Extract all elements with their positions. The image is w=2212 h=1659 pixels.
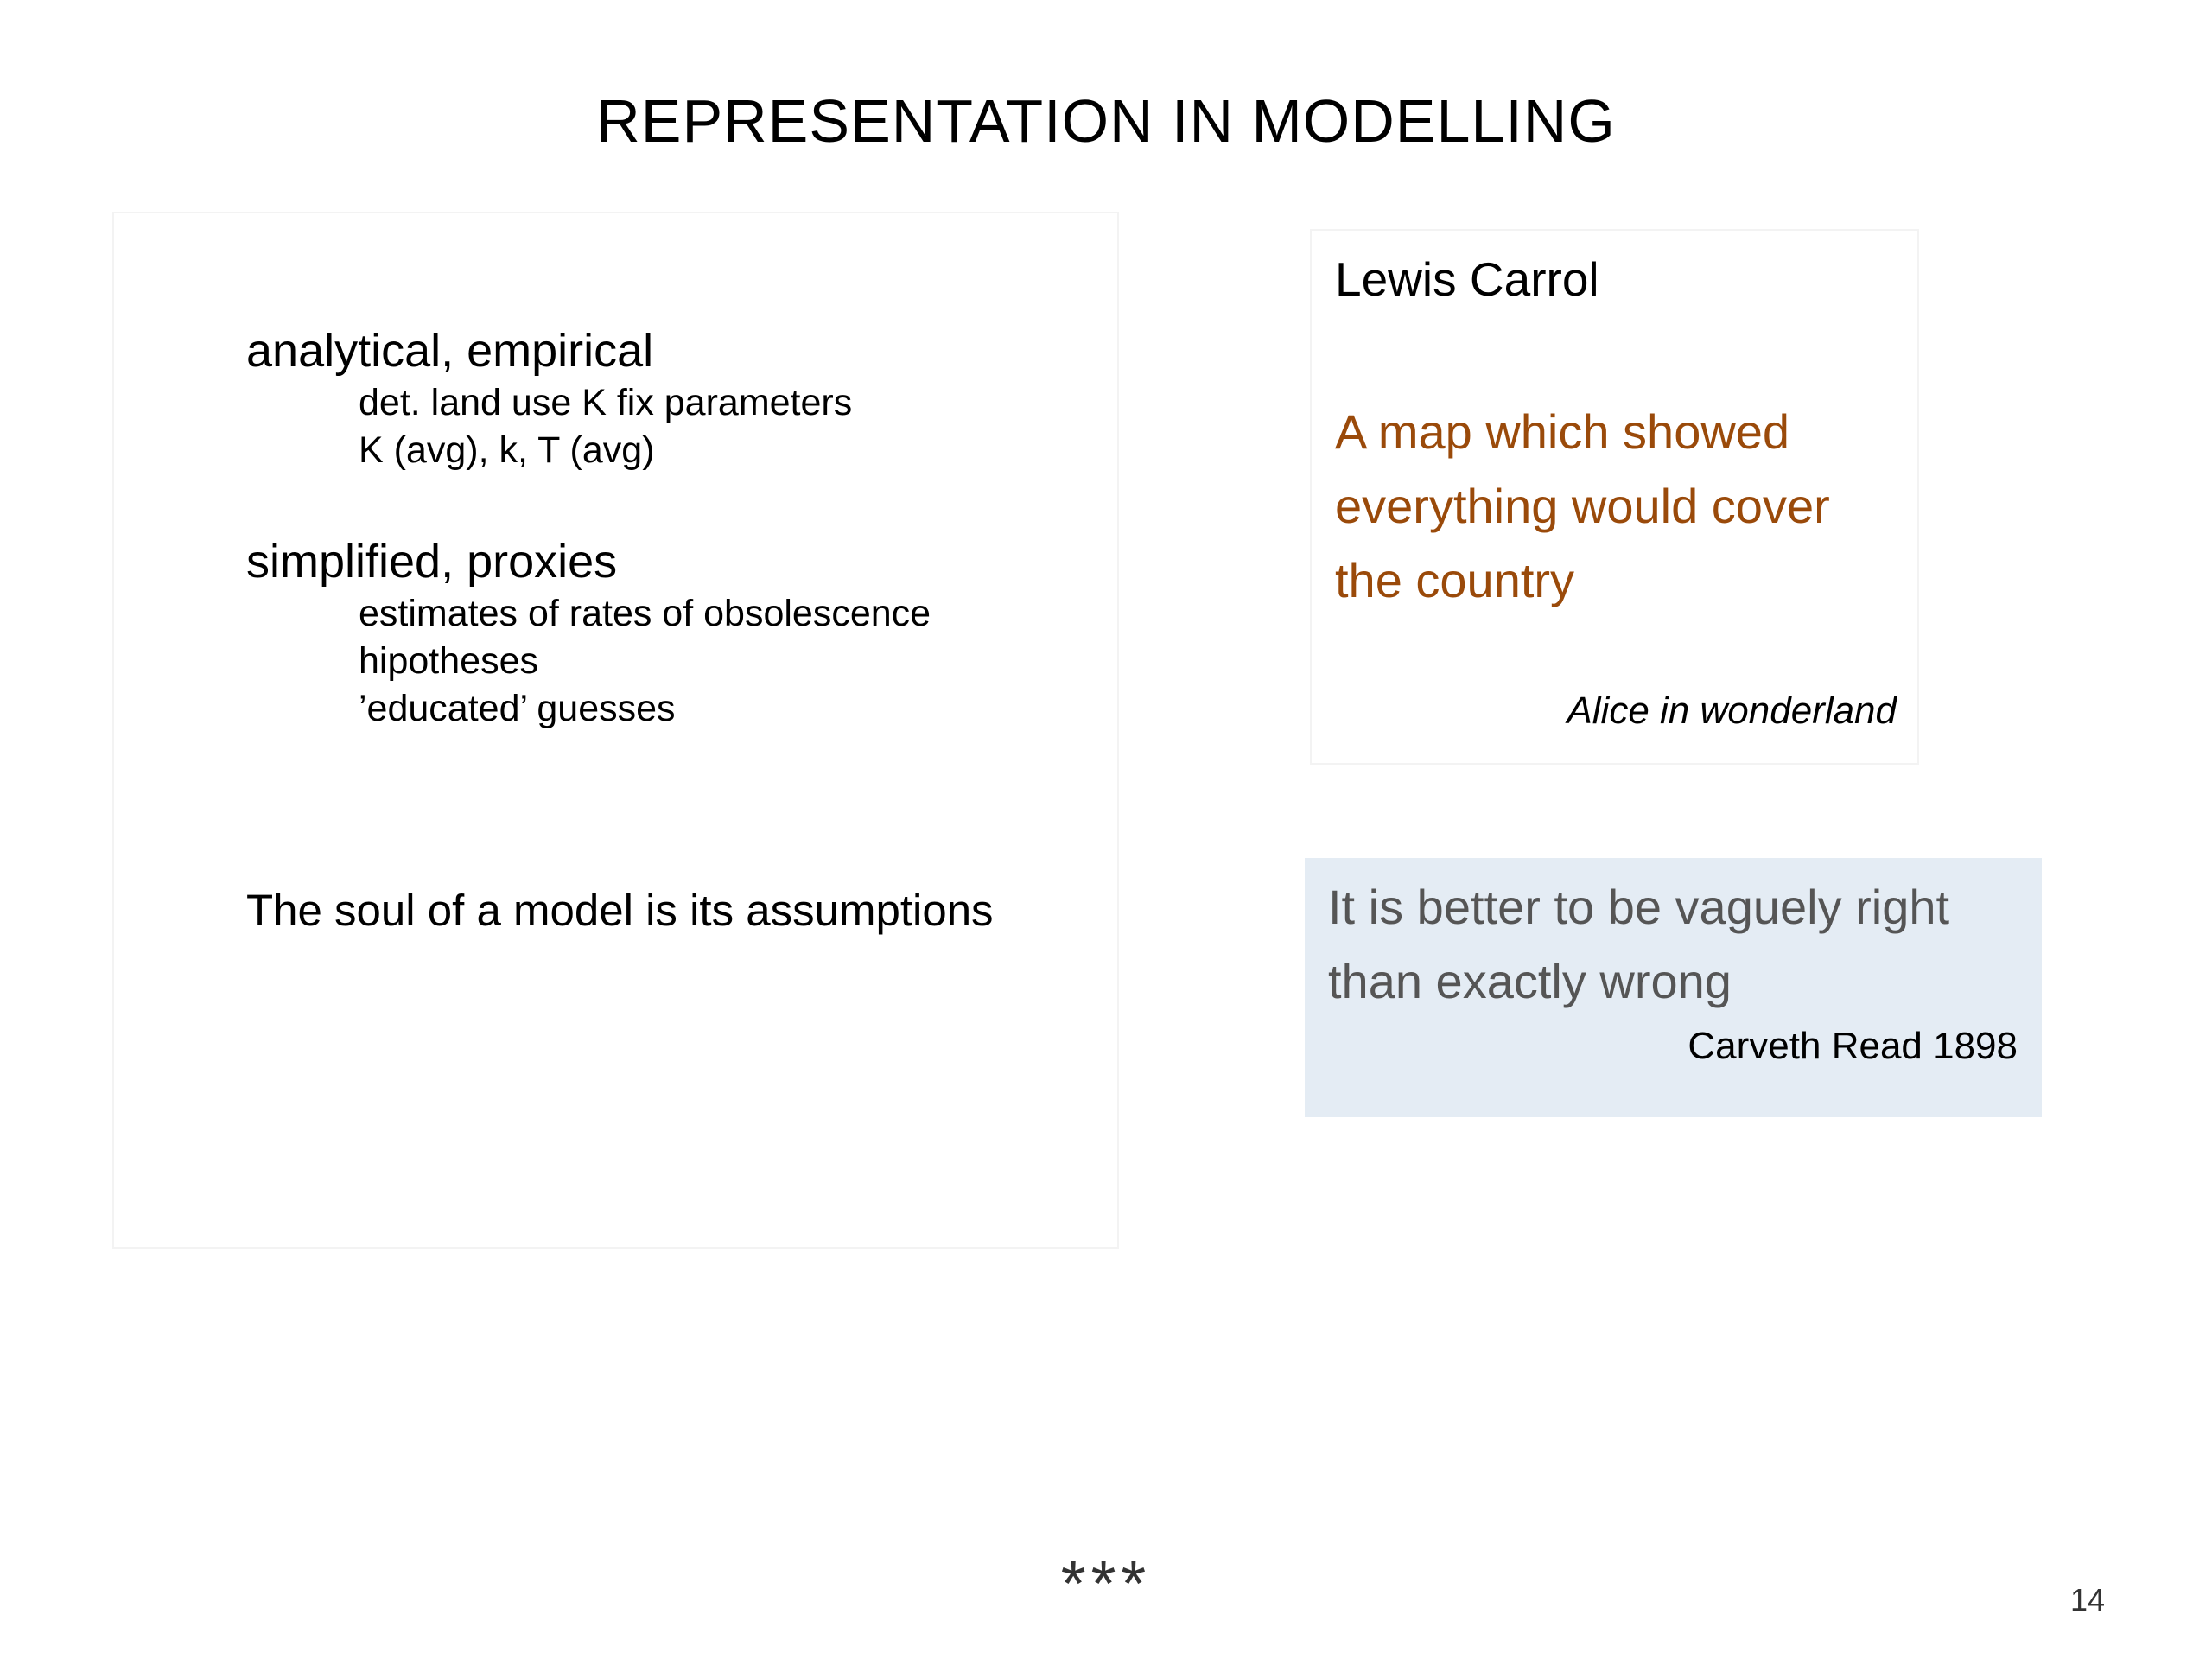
carroll-quote-box [1310, 229, 1919, 765]
group-item: estimates of rates of obsolescence [359, 593, 931, 634]
quote-author: Lewis Carrol [1335, 252, 1599, 306]
group-heading-analytical: analytical, empirical [246, 325, 654, 377]
analytical-group [246, 322, 852, 474]
page-number: 14 [2069, 1582, 2105, 1618]
group-item: ’educated’ guesses [359, 688, 676, 729]
group-item: det. land use K fix parameters [359, 382, 853, 423]
assumptions-statement: The soul of a model is its assumptions [246, 886, 994, 935]
quote-attribution: Carveth Read 1898 [1688, 1025, 2018, 1067]
group-heading-simplified: simplified, proxies [246, 536, 618, 588]
content-panel [112, 212, 1119, 1249]
map-quote: A map which showed everything would cover the country [1335, 404, 1830, 607]
simplified-group [246, 533, 931, 733]
section-separator-stars: *** [1060, 1548, 1152, 1619]
vaguely-right-quote: It is better to be vaguely right than exactly wrong [1328, 880, 1950, 1008]
group-item: hipotheses [359, 640, 538, 682]
quote-source: Alice in wonderland [1567, 690, 1897, 732]
group-item: K (avg), k, T (avg) [359, 429, 655, 471]
read-quote-box [1305, 858, 2042, 1117]
slide-title: REPRESENTATION IN MODELLING [596, 87, 1616, 155]
